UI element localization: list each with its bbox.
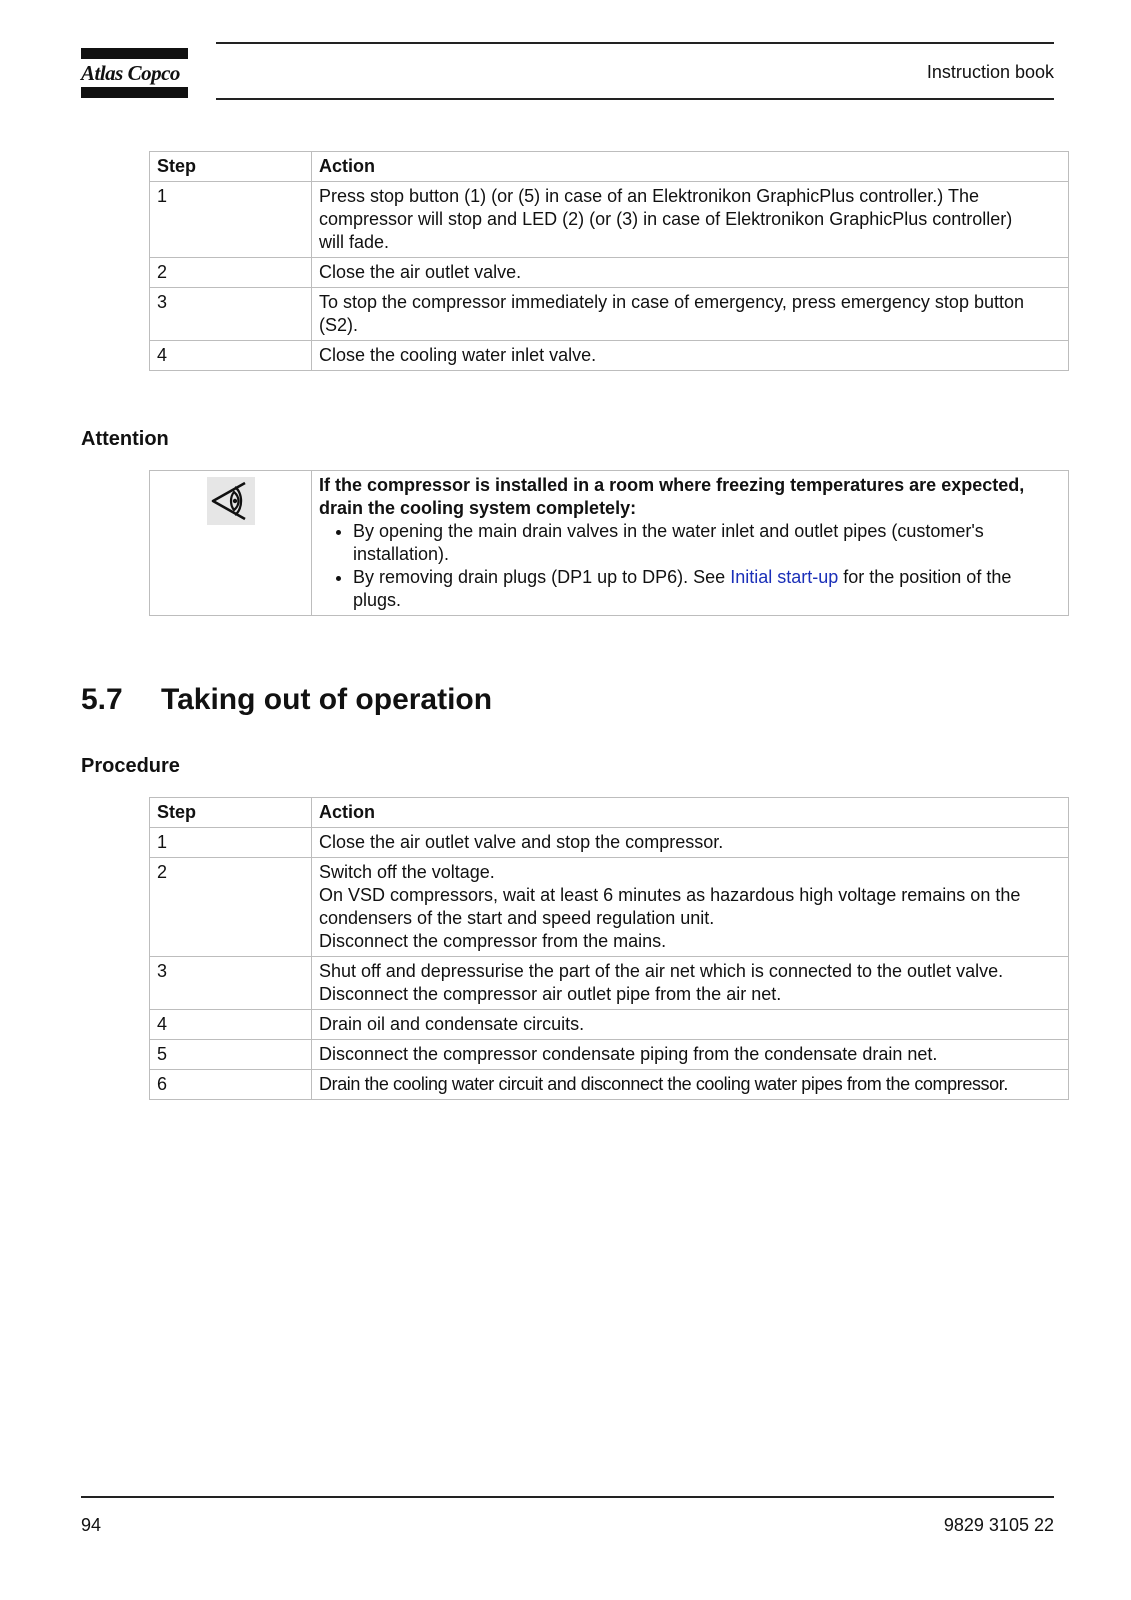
action-text — [312, 182, 1069, 258]
page-number: 94 — [81, 1515, 102, 1535]
attention-box — [149, 470, 1069, 616]
chapter-heading — [81, 683, 492, 717]
action-line: Switch off the voltage. — [319, 862, 495, 882]
attention-text — [312, 471, 1069, 616]
procedure-table — [149, 797, 1069, 1100]
atlas-copco-logo — [81, 48, 188, 98]
action-line: (S2). — [319, 315, 359, 335]
action-line: Shut off and depressurise the part of the air net which is connected to the outlet valve. — [319, 961, 1004, 981]
action-column-header: Action — [312, 798, 1069, 828]
step-number: 1 — [150, 828, 312, 858]
table-row — [150, 258, 1069, 288]
logo-bottom-bar — [81, 87, 188, 98]
action-text — [312, 828, 1069, 858]
action-line: Close the air outlet valve and stop the compressor. — [319, 832, 724, 852]
logo-wordmark: Atlas Copco — [81, 61, 180, 85]
header-title: Instruction book — [926, 62, 1054, 82]
table-row — [150, 828, 1069, 858]
step-number: 2 — [150, 858, 312, 957]
warning-line: If the compressor is installed in a room where freezing temperatures are expected, — [319, 475, 1025, 495]
action-text — [312, 1010, 1069, 1040]
bullet-line — [353, 566, 1061, 589]
action-text — [312, 341, 1069, 371]
table-row — [150, 1010, 1069, 1040]
bullet-line: • By opening the main drain valves in the water inlet and outlet pipes (customer's — [353, 521, 984, 541]
bullet-text: for the position of the — [838, 567, 1012, 587]
step-number: 4 — [150, 1010, 312, 1040]
action-text — [312, 1040, 1069, 1070]
stop-steps-table — [149, 151, 1069, 371]
action-line: compressor will stop and LED (2) (or (3) in case of Elektronikon GraphicPlus controller) — [319, 209, 1013, 229]
header-bottom-rule — [216, 98, 1054, 100]
bullet-line: plugs. — [353, 590, 402, 610]
table-row — [150, 341, 1069, 371]
procedure-heading: Procedure — [81, 755, 180, 777]
bullet-text: By removing drain plugs (DP1 up to DP6). See — [353, 567, 731, 587]
step-number: 2 — [150, 258, 312, 288]
attention-heading: Attention — [81, 428, 169, 450]
step-number: 3 — [150, 957, 312, 1010]
header-top-rule — [216, 42, 1054, 44]
action-text — [312, 858, 1069, 957]
table-row — [150, 288, 1069, 341]
step-number: 5 — [150, 1040, 312, 1070]
eye-warning-icon — [207, 477, 255, 525]
action-line: To stop the compressor immediately in case of emergency, press emergency stop button — [319, 292, 1024, 312]
step-number: 3 — [150, 288, 312, 341]
step-column-header: Step — [150, 798, 312, 828]
action-line: Disconnect the compressor from the mains. — [319, 931, 667, 951]
action-line: Close the air outlet valve. — [319, 262, 522, 282]
logo-top-bar — [81, 48, 188, 59]
initial-start-up-link[interactable]: Initial start-up — [730, 567, 839, 587]
action-text — [312, 957, 1069, 1010]
action-line: will fade. — [319, 232, 390, 252]
bullet-line: installation). — [353, 544, 450, 564]
table-row — [150, 858, 1069, 957]
list-item — [353, 520, 1061, 566]
action-text — [312, 288, 1069, 341]
attention-icon-cell — [150, 471, 312, 616]
table-row — [150, 957, 1069, 1010]
table-header-row — [150, 798, 1069, 828]
step-number: 1 — [150, 182, 312, 258]
action-line: Close the cooling water inlet valve. — [319, 345, 597, 365]
attention-warning-text — [319, 474, 1061, 520]
table-row — [150, 182, 1069, 258]
action-line: Disconnect the compressor air outlet pipe from the air net. — [319, 984, 782, 1004]
action-column-header: Action — [312, 152, 1069, 182]
action-text — [312, 258, 1069, 288]
chapter-number: 5.7 — [81, 683, 123, 716]
attention-bullet-list — [319, 520, 1061, 612]
step-number: 4 — [150, 341, 312, 371]
document-number: 9829 3105 22 — [943, 1515, 1054, 1535]
action-line: On VSD compressors, wait at least 6 minutes as hazardous high voltage remains on the — [319, 885, 1021, 905]
action-line: condensers of the start and speed regulation unit. — [319, 908, 715, 928]
list-item — [353, 566, 1061, 612]
action-text — [312, 1070, 1069, 1100]
warning-line: drain the cooling system completely: — [319, 498, 637, 518]
action-line: Drain oil and condensate circuits. — [319, 1014, 585, 1034]
table-row — [150, 1040, 1069, 1070]
step-number: 6 — [150, 1070, 312, 1100]
action-line: Drain the cooling water circuit and disconnect the cooling water pipes from the compressor. — [319, 1074, 1008, 1094]
action-line: Disconnect the compressor condensate piping from the condensate drain net. — [319, 1044, 938, 1064]
footer-rule — [81, 1496, 1054, 1498]
chapter-title: Taking out of operation — [161, 683, 493, 716]
table-row — [150, 1070, 1069, 1100]
step-column-header: Step — [150, 152, 312, 182]
action-line: Press stop button (1) (or (5) in case of an Elektronikon GraphicPlus controller.) The — [319, 186, 979, 206]
table-header-row — [150, 152, 1069, 182]
